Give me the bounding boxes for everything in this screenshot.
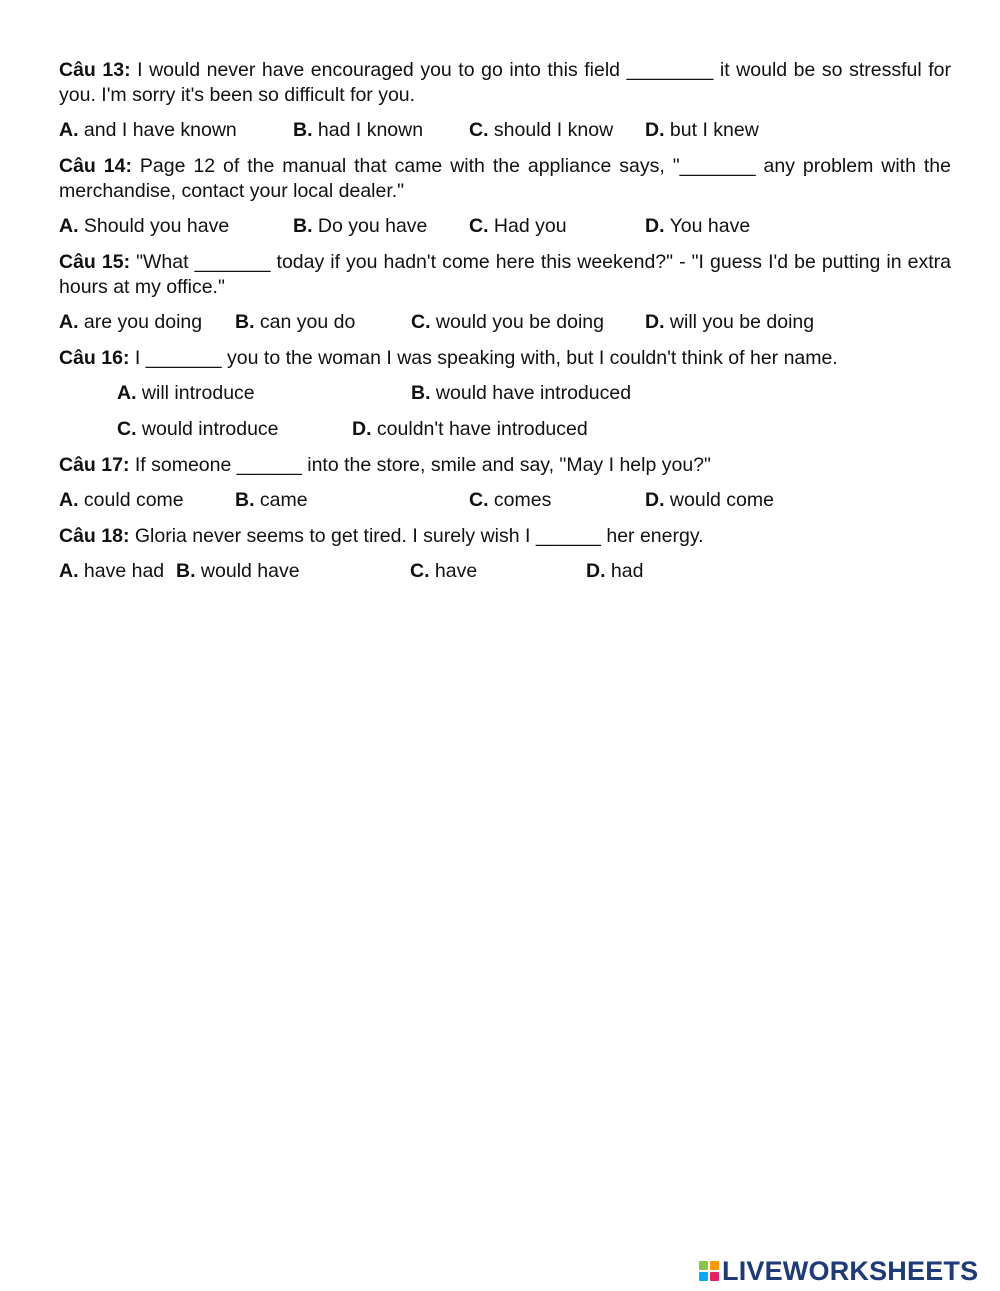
- option-d[interactable]: D. would come: [645, 489, 774, 511]
- option-d[interactable]: D. You have: [645, 215, 751, 237]
- logo-square-icon: [699, 1272, 708, 1281]
- option-c[interactable]: C. would introduce: [117, 418, 279, 440]
- option-c[interactable]: C. have: [410, 560, 478, 582]
- logo-text: LIVEWORKSHEETS: [722, 1255, 979, 1286]
- question-number: Câu 14:: [59, 155, 132, 177]
- options-row-13: [59, 118, 951, 143]
- option-a[interactable]: A. are you doing: [59, 311, 203, 333]
- liveworksheets-logo: [699, 1257, 978, 1285]
- logo-square-icon: [710, 1272, 719, 1281]
- question-number: Câu 15:: [59, 251, 131, 273]
- question-14: [59, 154, 951, 204]
- question-text: "What _______ today if you hadn't come here this weekend?" - "I guess I'd be putting in extra hours at my office.": [59, 251, 951, 298]
- options-row-16b: [59, 417, 951, 442]
- question-text: Gloria never seems to get tired. I surely wish I ______ her energy.: [129, 525, 704, 547]
- question-text: Page 12 of the manual that came with the appliance says, "_______ any problem with the merchandise, contact your local dealer.": [59, 155, 951, 202]
- option-c[interactable]: C. would you be doing: [411, 311, 604, 333]
- option-b[interactable]: B. would have introduced: [411, 382, 632, 404]
- options-row-18: [59, 559, 951, 584]
- option-d[interactable]: D. will you be doing: [645, 311, 815, 333]
- option-a[interactable]: A. will introduce: [117, 382, 255, 404]
- option-b[interactable]: B. came: [235, 489, 308, 511]
- option-c[interactable]: C. Had you: [469, 215, 567, 237]
- question-16: [59, 346, 951, 371]
- question-number: Câu 17:: [59, 454, 130, 476]
- worksheet-page: [59, 58, 951, 595]
- option-b[interactable]: B. Do you have: [293, 215, 428, 237]
- question-number: Câu 16:: [59, 347, 130, 369]
- question-text: I _______ you to the woman I was speaking with, but I couldn't think of her name.: [129, 347, 838, 369]
- question-number: Câu 13:: [59, 59, 131, 81]
- options-row-17: [59, 488, 951, 513]
- option-b[interactable]: B. had I known: [293, 119, 424, 141]
- question-text: I would never have encouraged you to go into this field ________ it would be so stressful for you. I'm sorry it's been so difficult for you.: [59, 59, 951, 106]
- question-number: Câu 18:: [59, 525, 130, 547]
- question-15: [59, 250, 951, 300]
- liveworksheets-logo-icon: [699, 1261, 719, 1281]
- question-17: [59, 453, 951, 478]
- option-a[interactable]: A. Should you have: [59, 215, 230, 237]
- option-d[interactable]: D. but I knew: [645, 119, 759, 141]
- question-18: [59, 524, 951, 549]
- option-a[interactable]: A. could come: [59, 489, 184, 511]
- option-d[interactable]: D. had: [586, 560, 644, 582]
- option-a[interactable]: A. and I have known: [59, 119, 237, 141]
- options-row-15: [59, 310, 951, 335]
- question-13: [59, 58, 951, 108]
- options-row-16a: [59, 381, 951, 406]
- logo-square-icon: [699, 1261, 708, 1270]
- option-c[interactable]: C. comes: [469, 489, 552, 511]
- options-row-14: [59, 214, 951, 239]
- option-d[interactable]: D. couldn't have introduced: [352, 418, 588, 440]
- option-a[interactable]: A. have had: [59, 560, 165, 582]
- option-c[interactable]: C. should I know: [469, 119, 614, 141]
- option-b[interactable]: B. can you do: [235, 311, 356, 333]
- option-b[interactable]: B. would have: [176, 560, 300, 582]
- question-text: If someone ______ into the store, smile and say, "May I help you?": [129, 454, 711, 476]
- logo-square-icon: [710, 1261, 719, 1270]
